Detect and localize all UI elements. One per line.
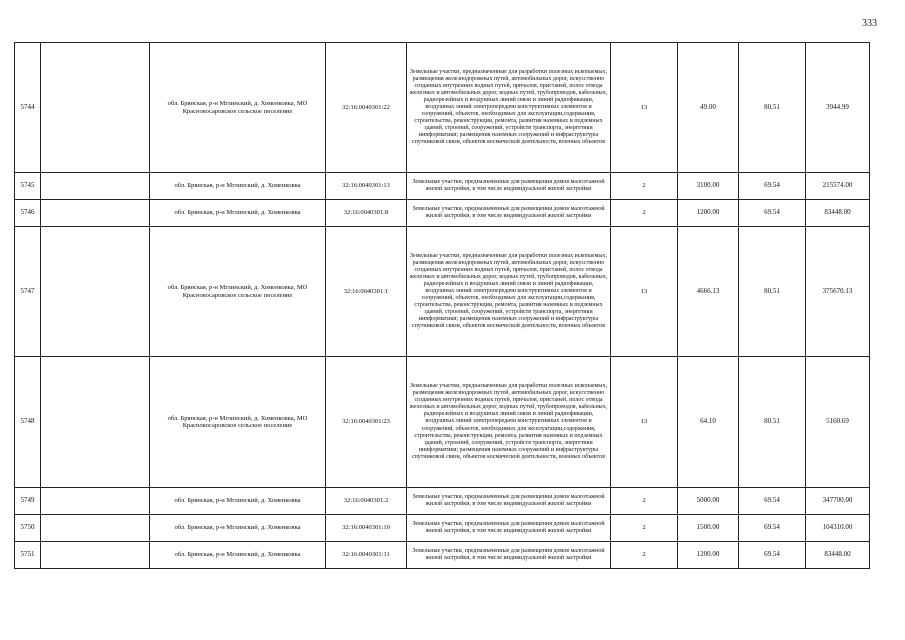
use-group-cell: 13 (611, 227, 678, 357)
row-number-cell: 5749 (15, 488, 41, 515)
address-cell: обл. Брянская, р-н Мглинский, д. Хоменковка, МО Краснокосаровское сельское поселение (150, 357, 326, 488)
specific-value-cell: 69.54 (739, 488, 806, 515)
address-cell: обл. Брянская, р-н Мглинский, д. Хоменковка, МО Краснокосаровское сельское поселение (150, 227, 326, 357)
table-row (15, 488, 870, 515)
row-number-cell: 5746 (15, 200, 41, 227)
cadastral-value-table (14, 42, 870, 569)
cadastral-value-cell: 3944.99 (806, 43, 870, 173)
cadastral-number-cell: 32:16:0040301:22 (326, 43, 407, 173)
cadastral-number-cell: 32:16:0040301:11 (326, 542, 407, 569)
table-row (15, 200, 870, 227)
use-group-cell: 13 (611, 43, 678, 173)
cadastral-value-cell: 347700.00 (806, 488, 870, 515)
page-number: 333 (862, 18, 877, 29)
cadastral-value-cell: 375670.13 (806, 227, 870, 357)
table-row (15, 515, 870, 542)
address-cell: обл. Брянская, р-н Мглинский, д. Хоменковка (150, 542, 326, 569)
blank-cell (41, 515, 150, 542)
blank-cell (41, 200, 150, 227)
permitted-use-cell: Земельные участки, предназначенные для разработки полезных ископаемых, размещения железнодорожных путей, автомобильных дорог, искусственно созданных внутренних водных путей, причалов, пристаней, полос отвода железных и автомобильных дорог, водных путей, трубопроводов, кабельных, радиорелейных и воздушных линий связи и линий радиофикации, воздушных линий электропередачи конструктивных элементов и сооружений, объектов, необходимых для эксплуатации,содержания, строительства, реконструкции, ремонта, развития наземных и подземных зданий, строений, сооружений, устройств транспорта, энергетики иинформатики; размещения наземных сооружений и инфраструктуры спутниковой связи, объектов космической деятельности, военных объектов (407, 43, 611, 173)
row-number-cell: 5750 (15, 515, 41, 542)
permitted-use-cell: Земельные участки, предназначенные для размещения домов малоэтажной жилой застройки, в том числе индивидуальной жилой застройки (407, 515, 611, 542)
cadastral-value-cell: 83448.00 (806, 200, 870, 227)
blank-cell (41, 173, 150, 200)
permitted-use-cell: Земельные участки, предназначенные для размещения домов малоэтажной жилой застройки, в том числе индивидуальной жилой застройки (407, 173, 611, 200)
table-row (15, 43, 870, 173)
specific-value-cell: 80.51 (739, 227, 806, 357)
row-number-cell: 5745 (15, 173, 41, 200)
blank-cell (41, 43, 150, 173)
table-row (15, 542, 870, 569)
row-number-cell: 5748 (15, 357, 41, 488)
specific-value-cell: 69.54 (739, 173, 806, 200)
address-cell: обл. Брянская, р-н Мглинский, д. Хоменковка (150, 200, 326, 227)
area-cell: 4666.13 (678, 227, 739, 357)
specific-value-cell: 69.54 (739, 515, 806, 542)
table-row (15, 173, 870, 200)
cadastral-number-cell: 32:16:0040301:13 (326, 173, 407, 200)
row-number-cell: 5744 (15, 43, 41, 173)
cadastral-number-cell: 32:16:0040301:23 (326, 357, 407, 488)
use-group-cell: 2 (611, 515, 678, 542)
area-cell: 1200.00 (678, 542, 739, 569)
specific-value-cell: 69.54 (739, 200, 806, 227)
area-cell: 5000.00 (678, 488, 739, 515)
table-row (15, 227, 870, 357)
cadastral-number-cell: 32:16:0040301:8 (326, 200, 407, 227)
permitted-use-cell: Земельные участки, предназначенные для размещения домов малоэтажной жилой застройки, в том числе индивидуальной жилой застройки (407, 200, 611, 227)
cadastral-number-cell: 32:16:0040301:1 (326, 227, 407, 357)
cadastral-value-cell: 215574.00 (806, 173, 870, 200)
area-cell: 3100.00 (678, 173, 739, 200)
blank-cell (41, 488, 150, 515)
blank-cell (41, 357, 150, 488)
permitted-use-cell: Земельные участки, предназначенные для разработки полезных ископаемых, размещения железнодорожных путей, автомобильных дорог, искусственно созданных внутренних водных путей, причалов, пристаней, полос отвода железных и автомобильных дорог, водных путей, трубопроводов, кабельных, радиорелейных и воздушных линий связи и линий радиофикации, воздушных линий электропередачи конструктивных элементов и сооружений, объектов, необходимых для эксплуатации,содержания, строительства, реконструкции, ремонта, развития наземных и подземных зданий, строений, сооружений, устройств транспорта, энергетики иинформатики; размещения наземных сооружений и инфраструктуры спутниковой связи, объектов космической деятельности, военных объектов (407, 227, 611, 357)
area-cell: 1500.00 (678, 515, 739, 542)
permitted-use-cell: Земельные участки, предназначенные для размещения домов малоэтажной жилой застройки, в том числе индивидуальной жилой застройки (407, 488, 611, 515)
address-cell: обл. Брянская, р-н Мглинский, д. Хоменковка (150, 488, 326, 515)
row-number-cell: 5747 (15, 227, 41, 357)
row-number-cell: 5751 (15, 542, 41, 569)
blank-cell (41, 542, 150, 569)
address-cell: обл. Брянская, р-н Мглинский, д. Хоменковка (150, 173, 326, 200)
permitted-use-cell: Земельные участки, предназначенные для разработки полезных ископаемых, размещения железнодорожных путей, автомобильных дорог, искусственно созданных внутренних водных путей, причалов, пристаней, полос отвода железных и автомобильных дорог, водных путей, трубопроводов, кабельных, радиорелейных и воздушных линий связи и линий радиофикации, воздушных линий электропередачи конструктивных элементов и сооружений, объектов, необходимых для эксплуатации,содержания, строительства, реконструкции, ремонта, развития наземных и подземных зданий, строений, сооружений, устройств транспорта, энергетики иинформатики; размещения наземных сооружений и инфраструктуры спутниковой связи, объектов космической деятельности, военных объектов (407, 357, 611, 488)
specific-value-cell: 80.51 (739, 357, 806, 488)
area-cell: 49.00 (678, 43, 739, 173)
cadastral-value-cell: 5160.69 (806, 357, 870, 488)
area-cell: 64.10 (678, 357, 739, 488)
use-group-cell: 2 (611, 542, 678, 569)
cadastral-number-cell: 32:16:0040301:2 (326, 488, 407, 515)
use-group-cell: 2 (611, 488, 678, 515)
use-group-cell: 2 (611, 173, 678, 200)
cadastral-number-cell: 32:16:0040301:10 (326, 515, 407, 542)
address-cell: обл. Брянская, р-н Мглинский, д. Хоменковка, МО Краснокосаровское сельское поселение (150, 43, 326, 173)
table-body (15, 43, 870, 569)
blank-cell (41, 227, 150, 357)
use-group-cell: 13 (611, 357, 678, 488)
specific-value-cell: 80.51 (739, 43, 806, 173)
table-row (15, 357, 870, 488)
use-group-cell: 2 (611, 200, 678, 227)
cadastral-value-cell: 104310.00 (806, 515, 870, 542)
permitted-use-cell: Земельные участки, предназначенные для размещения домов малоэтажной жилой застройки, в том числе индивидуальной жилой застройки (407, 542, 611, 569)
area-cell: 1200.00 (678, 200, 739, 227)
cadastral-value-cell: 83448.00 (806, 542, 870, 569)
address-cell: обл. Брянская, р-н Мглинский, д. Хоменковка (150, 515, 326, 542)
specific-value-cell: 69.54 (739, 542, 806, 569)
